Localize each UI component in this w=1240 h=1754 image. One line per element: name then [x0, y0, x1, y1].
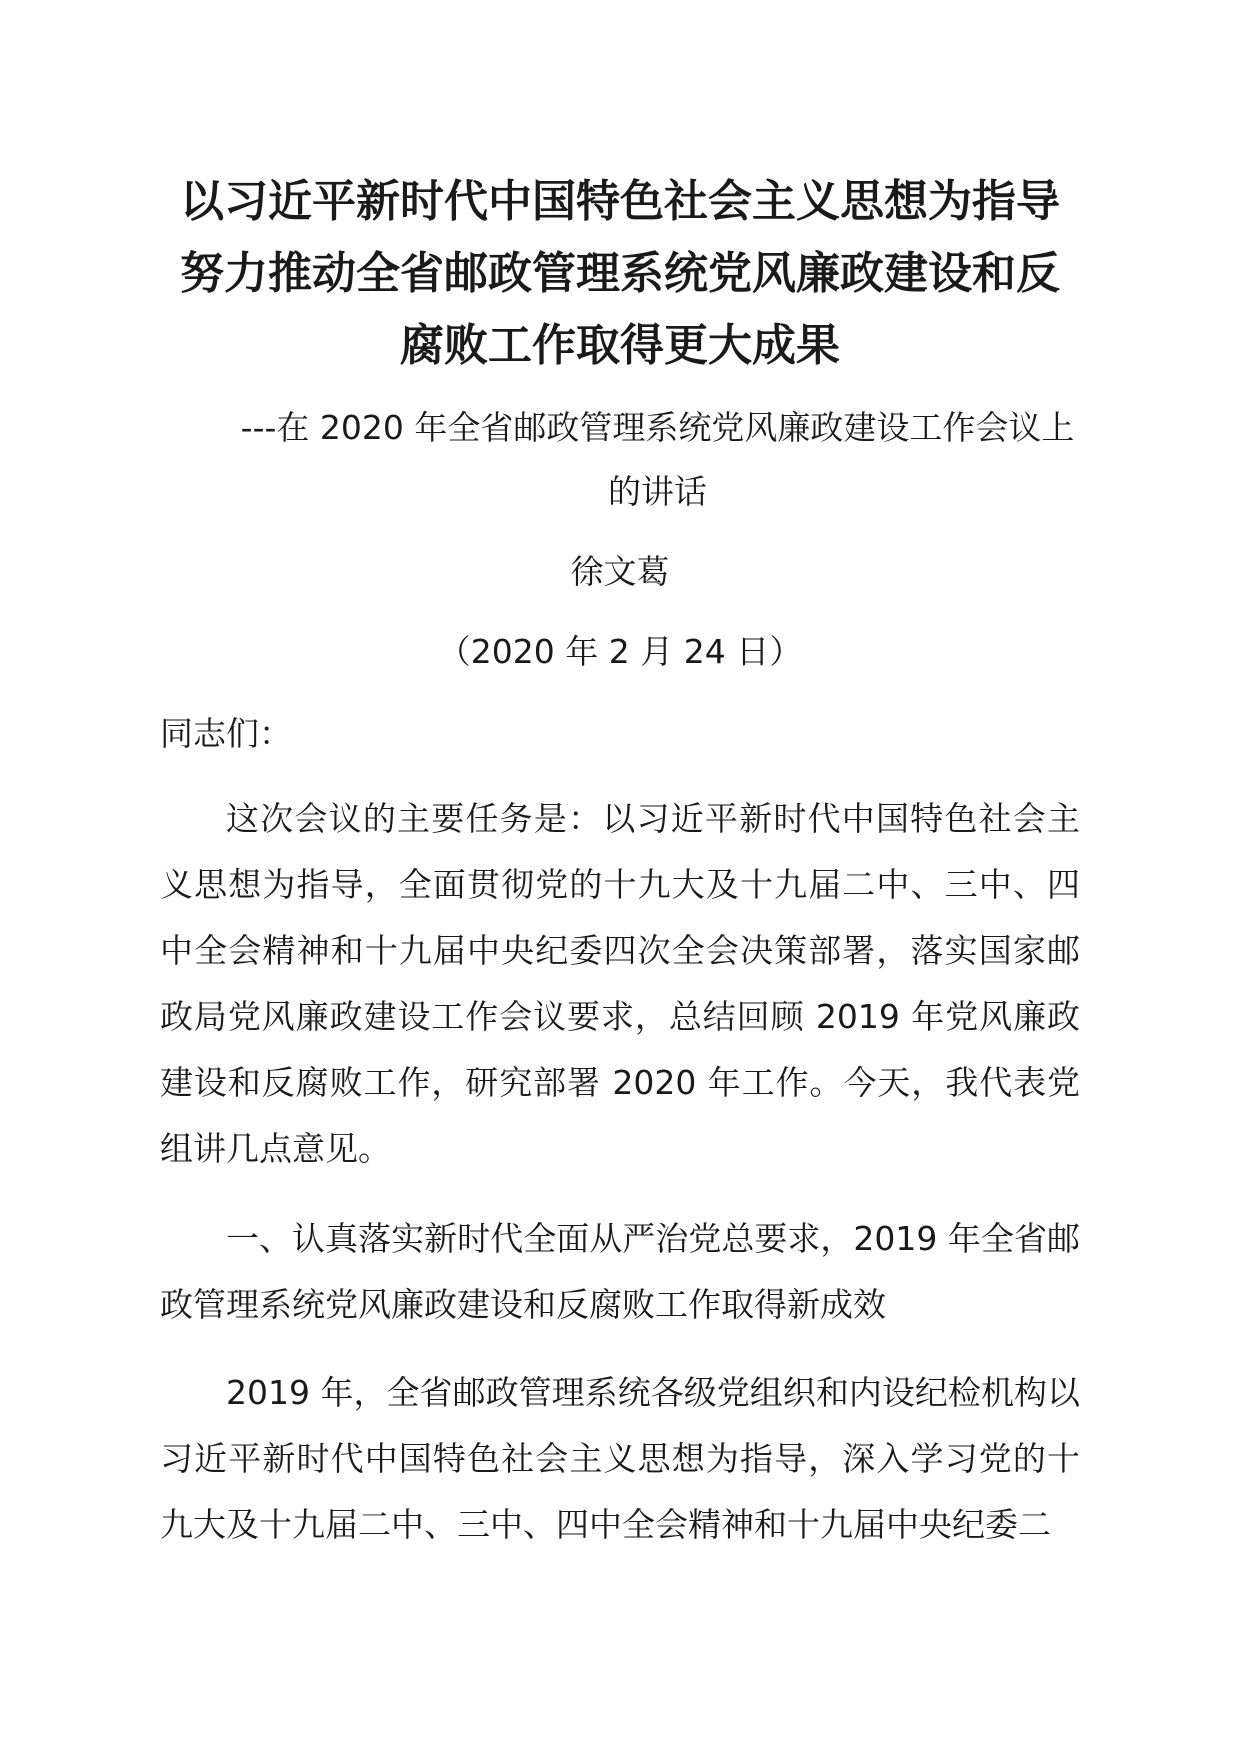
document-title-line-3: 腐败工作取得更大成果	[400, 320, 840, 371]
intro-paragraph: 这次会议的主要任务是：以习近平新时代中国特色社会主义思想为指导，全面贯彻党的十九大及十九届二中、三中、四中全会精神和十九届中央纪委四次全会决策部署，落实国家邮政局党风廉政建设工作会议要求，总结回顾 2019 年党风廉政建设和反腐败工作，研究部署 2020 年工作。今天，我代表党组讲几点意见。	[160, 799, 1080, 1168]
document-title-line-1: 以习近平新时代中国特色社会主义思想为指导	[180, 176, 1060, 227]
section-1-paragraph: 2019 年，全省邮政管理系统各级党组织和内设纪检机构以习近平新时代中国特色社会主义思想为指导，深入学习党的十九大及十九届二中、三中、四中全会精神和十九届中央纪委二	[160, 1373, 1080, 1544]
section-heading-1: 一、认真落实新时代全面从严治党总要求，2019 年全省邮政管理系统党风廉政建设和反腐败工作取得新成效	[160, 1219, 1080, 1324]
document-subtitle	[160, 396, 1080, 524]
subtitle-line-2: 的讲话	[608, 472, 707, 511]
author-name: 徐文葛	[570, 552, 670, 591]
speech-date: （2020 年 2 月 24 日）	[437, 632, 803, 671]
document-title-line-2: 努力推动全省邮政管理系统党风廉政建设和反	[180, 248, 1060, 299]
subtitle-line-1: ---在 2020 年全省邮政管理系统党风廉政建设工作会议上	[240, 408, 1075, 447]
salutation: 同志们：	[160, 714, 292, 753]
